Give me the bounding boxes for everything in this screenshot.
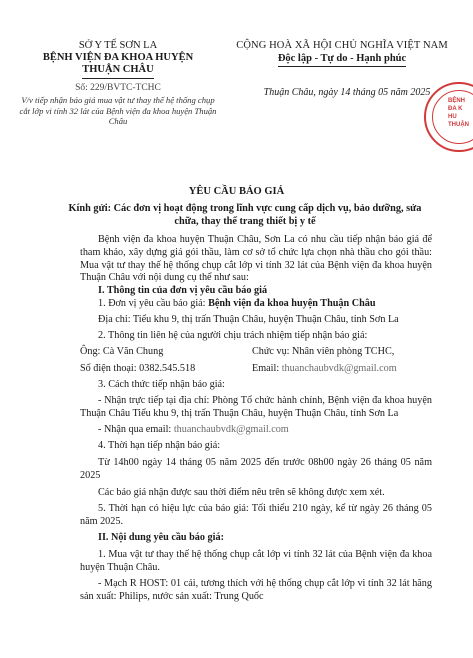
requester-value: Bệnh viện đa khoa huyện Thuận Châu [208, 297, 376, 309]
motto-underline [278, 66, 406, 67]
intro-paragraph: Bệnh viện đa khoa huyện Thuận Châu, Sơn La có nhu cầu tiếp nhận báo giá để tham khảo, xây dựng giá gói thầu, làm cơ sở tổ chức lựa chọn nhà thầu cho gói thầu: Mua vật tư thay thế hệ thống chụp cắt lớp vi tính 32 lát của Bệnh viện đa khoa huyện Thuận Châu với nội dung cụ thể như sau: [80, 234, 432, 284]
national-heading [218, 40, 466, 98]
validity-period: 5. Thời hạn có hiệu lực của báo giá: Tối thiểu 210 ngày, kể từ ngày 26 tháng 05 năm 2025. [80, 503, 432, 528]
address-line: Địa chỉ: Tiểu khu 9, thị trấn Thuận Châu, huyện Thuận Châu, tỉnh Sơn La [98, 313, 399, 325]
receipt-method-heading: 3. Cách thức tiếp nhận báo giá: [98, 378, 225, 390]
email-label: Email: [252, 363, 282, 375]
request-line-item: - Mạch R HOST: 01 cái, tương thích với hệ thống chụp cắt lớp vi tính 32 lát hãng sản xuất: Philips, nước sản xuất: Trung Quốc [80, 578, 432, 603]
hospital-name-line2: THUẬN CHÂU [82, 64, 154, 75]
receipt-email-link[interactable]: thuanchaubvdk@gmail.com [173, 424, 289, 436]
hospital-name: BỆNH VIỆN ĐA KHOA HUYỆN [42, 52, 194, 63]
section-1-heading: I. Thông tin của đơn vị yêu cầu báo giá [98, 285, 268, 297]
requester-line [80, 298, 432, 311]
document-number: Số: 229/BVTC-TCHC [75, 83, 161, 93]
document-subject: V/v tiếp nhận báo giá mua vật tư thay thế hệ thống chụp cắt lớp vi tính 32 lát của Bệnh viện đa khoa huyện Thuận Châu [19, 95, 217, 126]
contact-name-row [80, 346, 432, 359]
receipt-email [80, 424, 432, 437]
national-motto: Độc lập - Tự do - Hạnh phúc [277, 53, 407, 64]
contact-email [252, 363, 397, 376]
receipt-direct: - Nhận trực tiếp tại địa chỉ: Phòng Tổ chức hành chính, Bệnh viện đa khoa huyện Thuận Châu Tiểu khu 9, thị trấn Thuận Châu, huyện Thuận Châu, tỉnh Sơn La [80, 394, 432, 419]
contact-phone-row [80, 363, 432, 376]
requester-label: 1. Đơn vị yêu cầu báo giá: [98, 297, 209, 309]
contact-title: Chức vụ: Nhân viên phòng TCHC, [252, 346, 395, 358]
request-item-1: 1. Mua vật tư thay thế hệ thống chụp cắt lớp vi tính 32 lát của Bệnh viện đa khoa huyện Thuận Châu. [80, 548, 432, 573]
contact-phone: Số điện thoại: 0382.545.518 [80, 363, 196, 375]
receipt-email-label: - Nhận qua email: [98, 424, 174, 436]
section-2-heading: II. Nội dung yêu cầu báo giá: [98, 531, 224, 543]
document-date: Thuận Châu, ngày 14 tháng 05 năm 2025 [263, 87, 431, 98]
country-name: CỘNG HOÀ XÃ HỘI CHỦ NGHĨA VIỆT NAM [236, 40, 448, 51]
document-title: YÊU CẦU BÁO GIÁ [188, 186, 285, 197]
deadline-heading: 4. Thời hạn tiếp nhận báo giá: [98, 440, 221, 452]
recipient-line: Kính gửi: Các đơn vị hoạt động trong lĩnh vực cung cấp dịch vụ, bảo dưỡng, sửa chữa, thay thế trang thiết bị y tế [68, 203, 422, 227]
stamp-text: BỆNH ĐA K HU THUẬN [448, 98, 469, 128]
contact-heading: 2. Thông tin liên hệ của người chịu trách nhiệm tiếp nhận báo giá: [98, 329, 368, 341]
document-body [80, 234, 432, 604]
agency-name: SỞ Y TẾ SƠN LA [78, 40, 158, 51]
issuer-block [18, 40, 218, 127]
contact-name: Ông: Cà Văn Chung [80, 346, 164, 358]
deadline-period: Từ 14h00 ngày 14 tháng 05 năm 2025 đến trước 08h00 ngày 26 tháng 05 năm 2025 [80, 456, 432, 481]
email-link[interactable]: thuanchaubvdk@gmail.com [281, 363, 397, 375]
issuer-underline [82, 78, 154, 79]
late-submission-note: Các báo giá nhận được sau thời điểm nêu trên sẽ không được xem xét. [98, 486, 385, 498]
